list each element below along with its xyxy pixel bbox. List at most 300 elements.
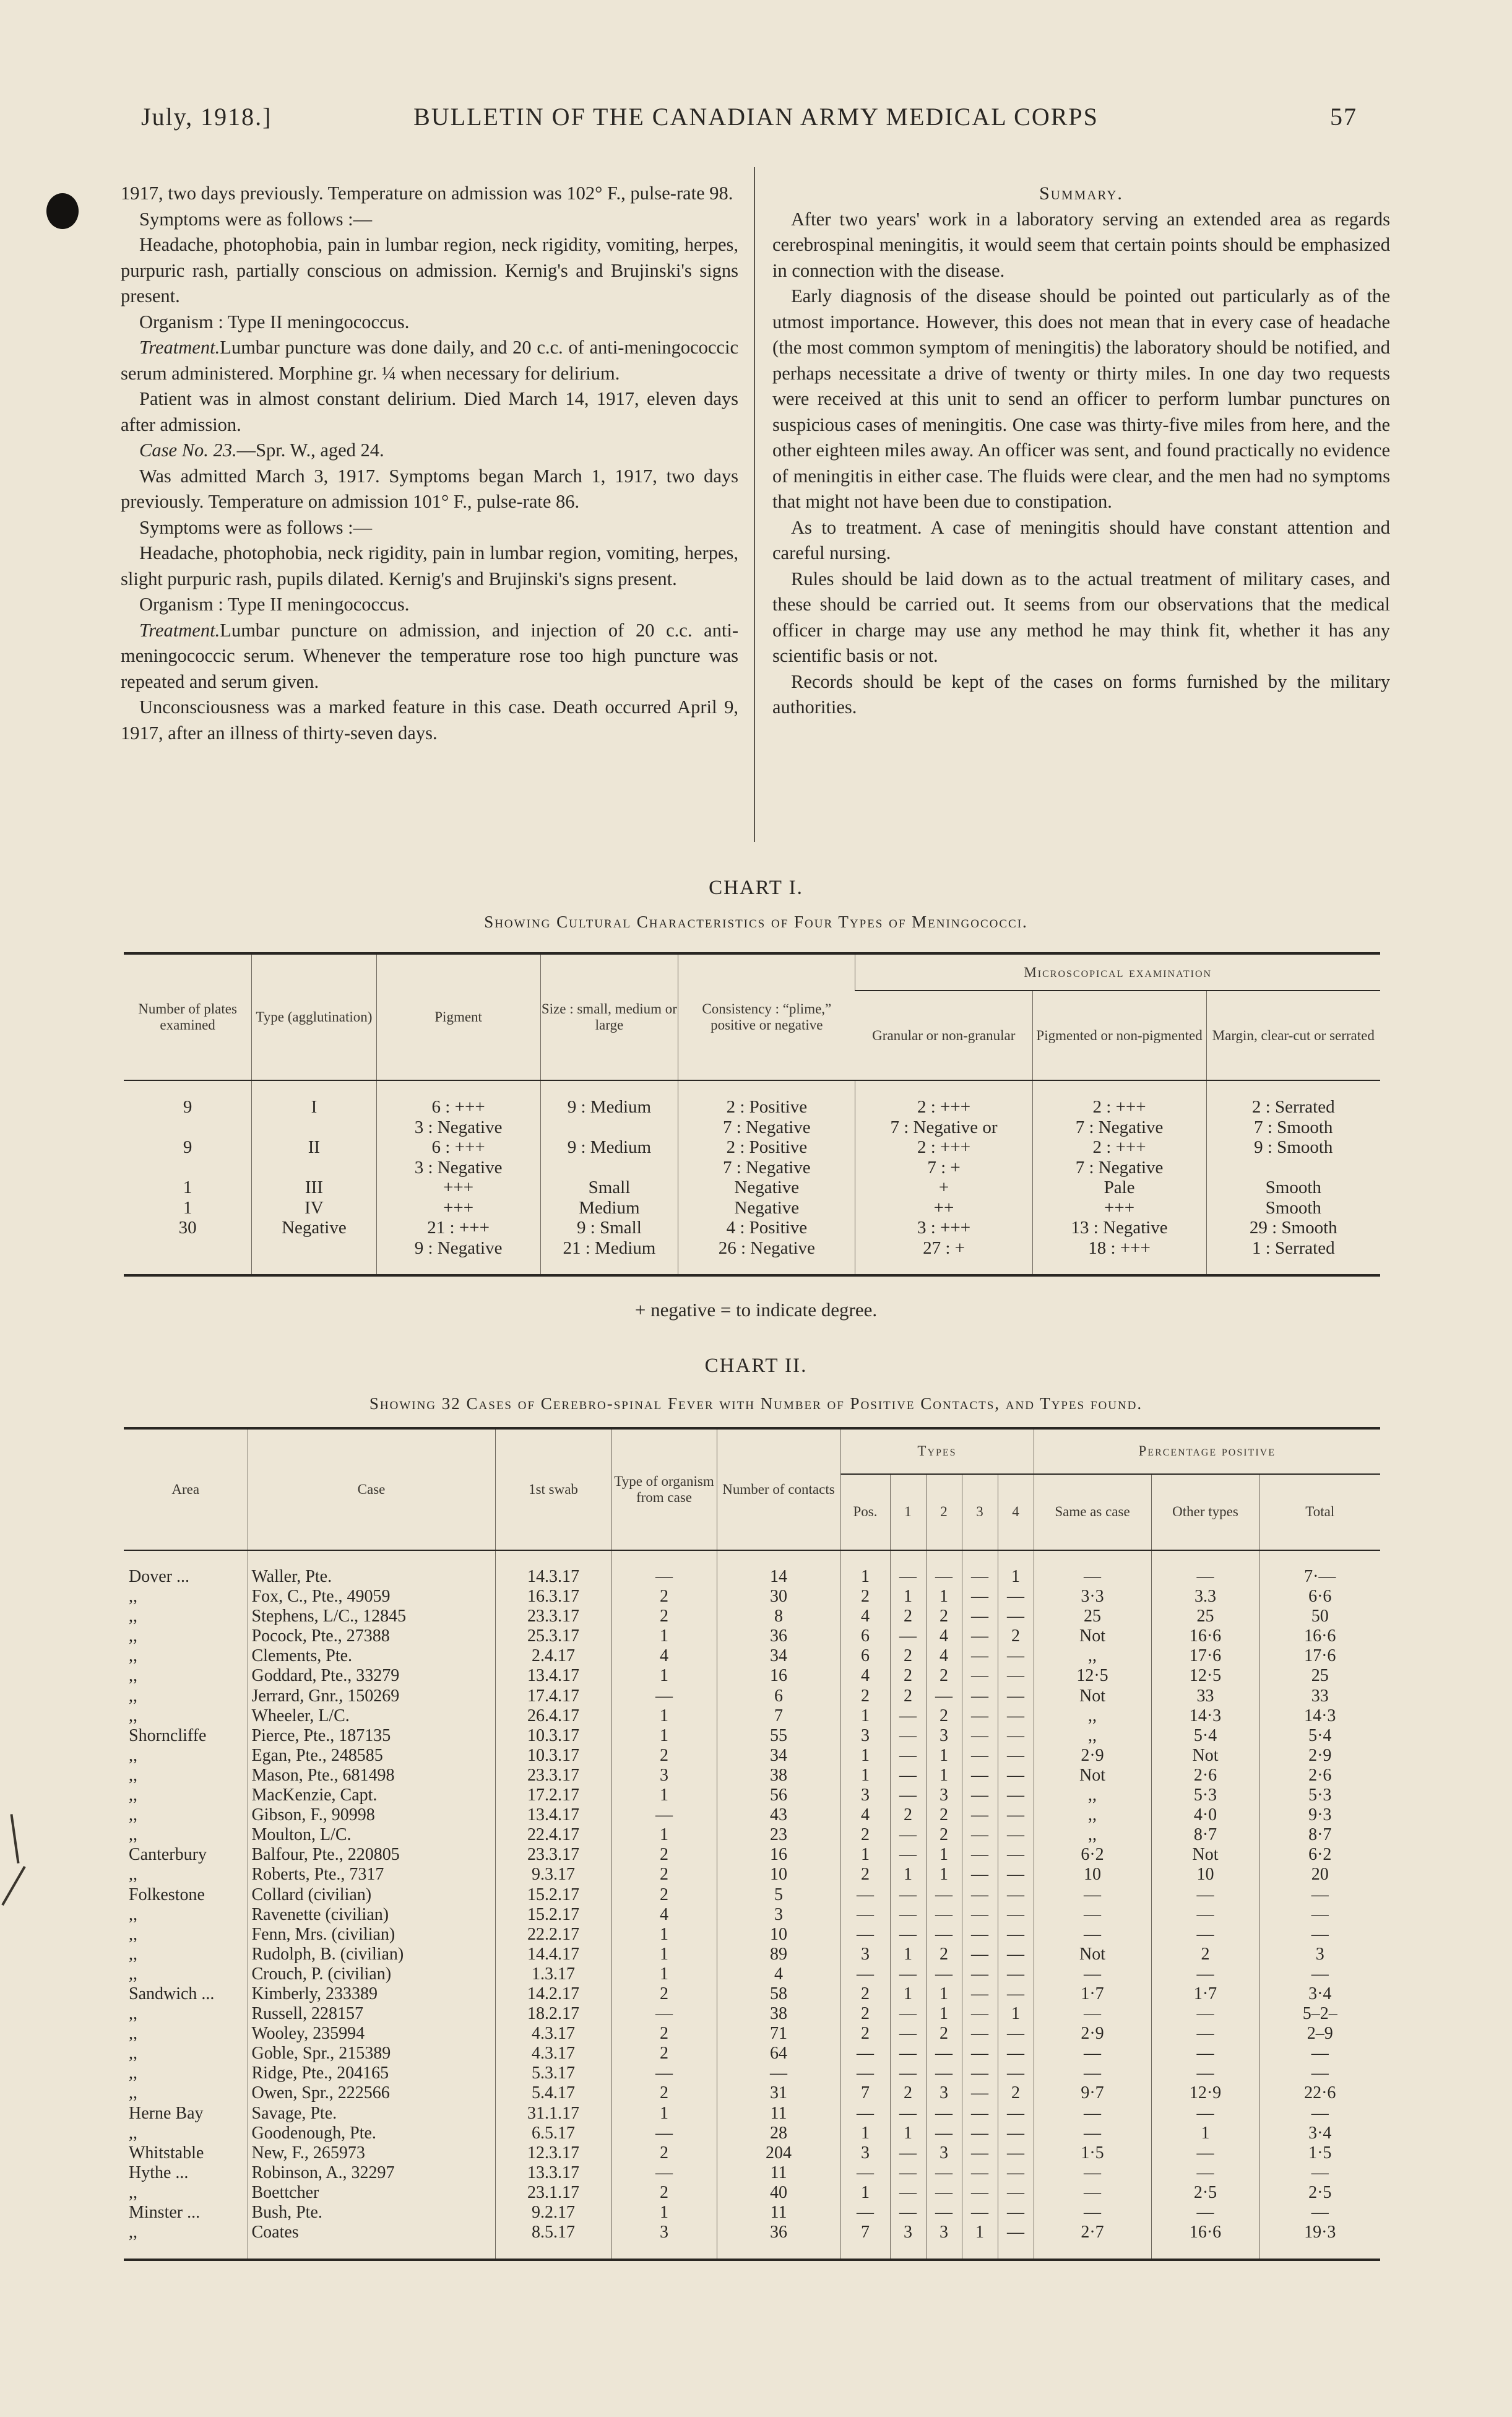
table-cell: Canterbury	[129, 1845, 207, 1865]
table-cell: Negative	[678, 1198, 855, 1218]
table-cell: 21 : Medium	[540, 1238, 678, 1259]
table-cell: 1	[890, 2124, 926, 2143]
table-cell: 1·7	[1034, 1984, 1151, 2004]
paragraph	[121, 335, 738, 386]
spacer-cell	[495, 1550, 611, 1567]
table-cell: 16	[717, 1666, 840, 1686]
table-cell: —	[890, 1766, 926, 1786]
table-cell: —	[1034, 2163, 1151, 2183]
table-cell: 1	[890, 1587, 926, 1607]
spacer-cell	[890, 2242, 926, 2260]
table-cell: 1	[840, 1766, 890, 1786]
table-row	[124, 1626, 1380, 1646]
table-cell: —	[962, 2143, 998, 2163]
spacer-cell	[124, 1080, 252, 1097]
table-cell: 21 : +++	[376, 1218, 540, 1238]
table-cell: 3	[611, 2223, 717, 2242]
table-cell: 7 : Negative	[678, 1158, 855, 1178]
spacer-cell	[124, 2242, 248, 2260]
paragraph-text: Lumbar puncture on admission, and injection of 20 c.c. anti-meningococcic serum. Whenever the temperature rose too high puncture was repeated and serum given.	[121, 619, 738, 692]
table-cell: 1 : Serrated	[1206, 1238, 1380, 1259]
spacer-cell	[926, 1550, 962, 1567]
table-cell: —	[962, 1587, 998, 1607]
table-cell: 19·3	[1259, 2223, 1380, 2242]
table-cell: 1	[611, 2203, 717, 2223]
table-cell: —	[890, 2143, 926, 2163]
table-cell: 4	[840, 1666, 890, 1686]
col-header: 2	[926, 1474, 962, 1550]
table-cell: 2 : +++	[855, 1137, 1032, 1158]
table-cell: +++	[1032, 1198, 1206, 1218]
table-cell: —	[890, 2044, 926, 2063]
table-cell: 2·5	[1259, 2183, 1380, 2203]
table-row	[124, 1825, 1380, 1845]
table-cell: 2	[926, 1825, 962, 1845]
table-cell: —	[962, 2083, 998, 2103]
table-cell: ,,	[129, 1904, 137, 1924]
table-cell: +	[855, 1178, 1032, 1198]
table-cell: —	[962, 1845, 998, 1865]
table-cell: 3 : Negative	[376, 1158, 540, 1178]
table-cell: 2	[890, 1607, 926, 1626]
table-cell: —	[1034, 1567, 1151, 1587]
table-cell: 4	[926, 1646, 962, 1666]
table-cell: —	[926, 1885, 962, 1905]
table-cell: 2	[926, 1805, 962, 1825]
table-cell: 3	[890, 2223, 926, 2242]
table-cell: —	[962, 2163, 998, 2183]
table-cell: 2	[890, 1666, 926, 1686]
table-cell: 1·7	[1151, 1984, 1259, 2004]
table-cell: 4	[840, 1805, 890, 1825]
table-cell: 8·7	[1151, 1825, 1259, 1845]
table-cell: 5.4.17	[495, 2083, 611, 2103]
table-cell: 8.5.17	[495, 2223, 611, 2242]
spacer-cell	[855, 1258, 1032, 1275]
table-cell: 89	[717, 1945, 840, 1964]
table-cell: 2	[611, 1984, 717, 2004]
chart1-title: CHART I.	[709, 877, 803, 899]
table-cell: 13.3.17	[495, 2163, 611, 2183]
table-cell: —	[840, 2063, 890, 2083]
table-cell: 31.1.17	[495, 2104, 611, 2124]
table-cell: —	[840, 1905, 890, 1925]
table-cell: —	[962, 1925, 998, 1945]
table-cell: 2	[611, 2083, 717, 2103]
table-cell: —	[890, 2063, 926, 2083]
table-cell: 5·3	[1259, 1786, 1380, 1805]
table-cell: 30	[717, 1587, 840, 1607]
table-cell: 1	[926, 1865, 962, 1885]
table-cell: 7 : Negative	[1032, 1158, 1206, 1178]
table-cell: —	[962, 1984, 998, 2004]
paragraph: Organism : Type II meningococcus.	[139, 311, 410, 332]
table-cell: 2·6	[1151, 1766, 1259, 1786]
table-cell: 2	[890, 2083, 926, 2103]
paragraph: Was admitted March 3, 1917. Symptoms began March 1, 1917, two days previously. Temperature on admission 101° F., pulse-rate 86.	[121, 465, 738, 512]
table-cell: —	[1034, 1925, 1151, 1945]
spacer-cell	[495, 2242, 611, 2260]
table-cell: 6·2	[1034, 1845, 1151, 1865]
table-cell: —	[998, 1984, 1034, 2004]
paragraph: Rules should be laid down as to the actual treatment of military cases, and these should be carried out. It seems from our observations that the medical officer in charge may use any method he may think fit, whether it has any scientific basis or not.	[772, 568, 1390, 666]
table-cell: 22·6	[1259, 2083, 1380, 2103]
table-cell: 2·9	[1034, 1746, 1151, 1766]
spacer-cell	[1034, 2242, 1151, 2260]
table-cell: 4.3.17	[495, 2024, 611, 2044]
table-cell: ,,	[129, 1666, 137, 1686]
header-date: July, 1918.]	[141, 103, 272, 131]
table-row	[124, 2203, 1380, 2223]
table-cell: Mason, Pte., 681498	[248, 1766, 495, 1786]
table-cell: 14	[717, 1567, 840, 1587]
table-cell: IV	[252, 1198, 376, 1218]
table-cell: —	[890, 1626, 926, 1646]
table-row	[124, 2044, 1380, 2063]
table-cell: 2	[926, 1945, 962, 1964]
table-cell: 3·3	[1034, 1587, 1151, 1607]
table-cell: 2	[611, 2044, 717, 2063]
table-row	[124, 2143, 1380, 2163]
table-cell: —	[1259, 2203, 1380, 2223]
table-cell: 36	[717, 2223, 840, 2242]
table-cell: —	[998, 2163, 1034, 2183]
table-cell: —	[890, 1885, 926, 1905]
table-cell: 14.4.17	[495, 1945, 611, 1964]
table-cell: —	[998, 1945, 1034, 1964]
table-cell: 2	[840, 1865, 890, 1885]
spacer-cell	[678, 1080, 855, 1097]
table-cell: 43	[717, 1805, 840, 1825]
table-cell: 9.2.17	[495, 2203, 611, 2223]
running-header	[0, 102, 1512, 139]
column-divider	[754, 167, 755, 842]
table-cell: 1	[962, 2223, 998, 2242]
table-cell: Balfour, Pte., 220805	[248, 1845, 495, 1865]
spacer-cell	[1151, 1550, 1259, 1567]
spacer-cell	[1032, 1080, 1206, 1097]
table-cell: Coates	[248, 2223, 495, 2242]
table-cell: 2–9	[1259, 2024, 1380, 2044]
table-cell: II	[252, 1137, 376, 1158]
table-cell: 7 : Negative or	[855, 1117, 1032, 1138]
table-cell: ,,	[1034, 1646, 1151, 1666]
spacer-row	[124, 1550, 1380, 1567]
table-cell: 2	[840, 2004, 890, 2024]
table-cell: 9·7	[1034, 2083, 1151, 2103]
table-cell: 6 : +++	[376, 1097, 540, 1117]
table-cell: Russell, 228157	[248, 2004, 495, 2024]
table-cell: 4	[717, 1964, 840, 1984]
table-cell: 4 : Positive	[678, 1218, 855, 1238]
chart1-subtitle: Showing Cultural Characteristics of Four Types of Meningococci.	[484, 913, 1028, 931]
table-cell: 50	[1259, 1607, 1380, 1626]
table-cell: 6	[840, 1626, 890, 1646]
table-cell: —	[890, 1746, 926, 1766]
col-header: Same as case	[1034, 1474, 1151, 1550]
table-cell: —	[962, 2004, 998, 2024]
table-row	[124, 1746, 1380, 1766]
table-cell	[252, 1238, 376, 1259]
table-cell: —	[840, 1885, 890, 1905]
table-cell: 2 : +++	[855, 1097, 1032, 1117]
table-cell: 2·7	[1034, 2223, 1151, 2242]
table-cell: —	[926, 2104, 962, 2124]
table-cell: —	[840, 2044, 890, 2063]
table-cell: Fox, C., Pte., 49059	[248, 1587, 495, 1607]
table-cell: 2	[998, 2083, 1034, 2103]
table-cell: 2	[611, 1885, 717, 1905]
table-cell: Not	[1151, 1746, 1259, 1766]
table-cell: —	[926, 1925, 962, 1945]
table-cell: —	[962, 2024, 998, 2044]
table-cell: 4	[926, 1626, 962, 1646]
table-cell: —	[611, 2063, 717, 2083]
spacer-cell	[962, 2242, 998, 2260]
group-header: Percentage positive	[1034, 1428, 1380, 1474]
margin-pencil-mark	[10, 1814, 19, 1864]
table-cell: 11	[717, 2203, 840, 2223]
table-row	[124, 2083, 1380, 2103]
table-cell: 4·0	[1151, 1805, 1259, 1825]
table-cell: Egan, Pte., 248585	[248, 1746, 495, 1766]
punch-hole-mark	[46, 193, 79, 229]
col-header: 1	[890, 1474, 926, 1550]
table-cell: —	[890, 1726, 926, 1746]
table-cell: —	[1259, 2163, 1380, 2183]
table-cell: 2 : Positive	[678, 1097, 855, 1117]
col-header: Case	[248, 1428, 495, 1550]
table-cell: 2	[926, 1706, 962, 1726]
col-header: 1st swab	[495, 1428, 611, 1550]
table-cell: 2	[890, 1805, 926, 1825]
table-cell: —	[998, 2143, 1034, 2163]
table-cell: 2	[840, 1686, 890, 1706]
table-cell: —	[890, 1786, 926, 1805]
table-cell: —	[890, 1825, 926, 1845]
spacer-cell	[840, 2242, 890, 2260]
table-cell: 1	[840, 1746, 890, 1766]
table-cell: 3	[717, 1905, 840, 1925]
chart1-row	[124, 1097, 1380, 1117]
table-cell: —	[1151, 1885, 1259, 1905]
table-cell: 2	[926, 1607, 962, 1626]
table-cell: —	[1034, 1905, 1151, 1925]
table-cell: ,,	[129, 2004, 137, 2024]
paragraph: Symptoms were as follows :—	[139, 208, 373, 230]
table-cell: 1	[611, 1626, 717, 1646]
col-header: Size : small, medium or large	[540, 953, 678, 1080]
table-cell: 16·6	[1259, 1626, 1380, 1646]
table-cell: ,,	[1034, 1805, 1151, 1825]
table-cell: —	[1151, 2044, 1259, 2063]
table-cell: —	[611, 2124, 717, 2143]
table-cell: —	[962, 1885, 998, 1905]
table-cell: Gibson, F., 90998	[248, 1805, 495, 1825]
table-cell: 1	[183, 1197, 192, 1218]
table-cell: 38	[717, 1766, 840, 1786]
table-cell: ,,	[129, 2083, 137, 2103]
table-row	[124, 1706, 1380, 1726]
margin-pencil-mark	[1, 1866, 25, 1906]
table-cell: ,,	[129, 1805, 137, 1825]
table-cell: —	[1034, 1964, 1151, 1984]
table-cell: 5·3	[1151, 1786, 1259, 1805]
table-row	[124, 2163, 1380, 2183]
table-cell: —	[1151, 2203, 1259, 2223]
table-cell: 17·6	[1151, 1646, 1259, 1666]
table-cell: —	[1259, 2104, 1380, 2124]
table-cell: —	[611, 2163, 717, 2183]
table-cell: 3	[840, 1786, 890, 1805]
table-cell: 23.1.17	[495, 2183, 611, 2203]
spacer-row	[124, 1258, 1380, 1275]
table-cell: ,,	[1034, 1786, 1151, 1805]
table-cell: 1	[890, 1984, 926, 2004]
table-cell: —	[890, 2004, 926, 2024]
table-cell: 10	[1034, 1865, 1151, 1885]
table-cell: Minster ...	[129, 2203, 201, 2222]
spacer-cell	[248, 1550, 495, 1567]
table-cell: —	[840, 2163, 890, 2183]
table-row	[124, 1905, 1380, 1925]
table-cell: 7 : +	[855, 1158, 1032, 1178]
table-cell: 23	[717, 1825, 840, 1845]
table-cell: +++	[376, 1198, 540, 1218]
spacer-cell	[124, 1550, 248, 1567]
table-cell: —	[998, 1905, 1034, 1925]
table-cell: 2	[840, 1984, 890, 2004]
table-cell: 55	[717, 1726, 840, 1746]
col-header: Consistency : “plime,” positive or negative	[678, 953, 855, 1080]
table-cell: 1	[611, 1666, 717, 1686]
table-cell: —	[840, 2104, 890, 2124]
table-cell: —	[611, 1686, 717, 1706]
table-cell: 11	[717, 2163, 840, 2183]
table-cell: —	[962, 1726, 998, 1746]
table-cell: ,,	[1034, 1726, 1151, 1746]
table-cell: ,,	[129, 1626, 137, 1646]
table-cell: —	[890, 1567, 926, 1587]
table-cell: Jerrard, Gnr., 150269	[248, 1686, 495, 1706]
chart1-table	[124, 952, 1380, 1277]
table-cell: —	[1034, 2104, 1151, 2124]
table-cell: 40	[717, 2183, 840, 2203]
table-cell: —	[998, 1805, 1034, 1825]
chart1-row	[124, 1238, 1380, 1259]
table-cell: 1	[890, 1865, 926, 1885]
table-cell: —	[998, 1786, 1034, 1805]
right-column	[772, 181, 1390, 721]
table-cell	[252, 1117, 376, 1138]
table-cell: 3	[926, 1726, 962, 1746]
table-cell: Not	[1034, 1766, 1151, 1786]
table-cell: 6·2	[1259, 1845, 1380, 1865]
chart1-row	[124, 1218, 1380, 1238]
spacer-row	[124, 2242, 1380, 2260]
table-cell: 3	[840, 1945, 890, 1964]
spacer-cell	[998, 2242, 1034, 2260]
table-cell: 7	[717, 1706, 840, 1726]
table-cell: 3	[840, 1726, 890, 1746]
chart1-row	[124, 1117, 1380, 1138]
table-cell: 3·4	[1259, 2124, 1380, 2143]
table-cell: —	[611, 2004, 717, 2024]
table-cell: 1	[926, 1587, 962, 1607]
col-header: 4	[998, 1474, 1034, 1550]
table-cell: —	[962, 1686, 998, 1706]
paragraph: After two years' work in a laboratory serving an extended area as regards cerebrospinal meningitis, it would seem that certain points should be emphasized in connection with the disease.	[772, 208, 1390, 281]
table-cell: —	[1151, 2143, 1259, 2163]
table-cell: —	[998, 1865, 1034, 1885]
table-cell: 5–2–	[1259, 2004, 1380, 2024]
table-cell: Boettcher	[248, 2183, 495, 2203]
col-header: Pigmented or non-pigmented	[1032, 991, 1206, 1080]
table-cell: 56	[717, 1786, 840, 1805]
table-cell: 23.3.17	[495, 1766, 611, 1786]
table-cell: 1	[840, 1845, 890, 1865]
table-cell: MacKenzie, Capt.	[248, 1786, 495, 1805]
table-cell: 2·9	[1259, 1746, 1380, 1766]
table-cell: Ravenette (civilian)	[248, 1905, 495, 1925]
table-cell: 7	[840, 2083, 890, 2103]
table-cell: —	[1151, 2063, 1259, 2083]
table-cell: ,,	[129, 2024, 137, 2044]
table-cell: 36	[717, 1626, 840, 1646]
col-header: Area	[124, 1428, 248, 1550]
table-cell: 1	[611, 1706, 717, 1726]
table-cell: 8	[717, 1607, 840, 1626]
table-cell: 2	[840, 2024, 890, 2044]
table-cell: 13 : Negative	[1032, 1218, 1206, 1238]
table-cell: 1·5	[1259, 2143, 1380, 2163]
table-cell: —	[998, 1607, 1034, 1626]
table-cell: 1	[890, 1945, 926, 1964]
table-cell: —	[962, 1607, 998, 1626]
spacer-cell	[252, 1080, 376, 1097]
table-cell: 58	[717, 1984, 840, 2004]
table-cell: 2 : Positive	[678, 1137, 855, 1158]
table-cell: Pierce, Pte., 187135	[248, 1726, 495, 1746]
table-cell: —	[998, 1885, 1034, 1905]
table-cell: —	[611, 1805, 717, 1825]
table-cell: —	[998, 1766, 1034, 1786]
table-cell: 34	[717, 1646, 840, 1666]
paragraph: Headache, photophobia, neck rigidity, pain in lumbar region, vomiting, herpes, slight purpuric rash, pupils dilated. Kernig's and Brujinski's signs present.	[121, 542, 738, 589]
table-cell: 33	[1151, 1686, 1259, 1706]
table-cell: +++	[376, 1178, 540, 1198]
table-cell: —	[998, 1925, 1034, 1945]
table-cell: Roberts, Pte., 7317	[248, 1865, 495, 1885]
paragraph: Patient was in almost constant delirium. Died March 14, 1917, eleven days after admission.	[121, 388, 738, 435]
table-cell: 26.4.17	[495, 1706, 611, 1726]
table-cell: Crouch, P. (civilian)	[248, 1964, 495, 1984]
table-cell: 3	[926, 1786, 962, 1805]
col-header: 3	[962, 1474, 998, 1550]
table-cell: 10	[717, 1865, 840, 1885]
table-cell: 3	[926, 2083, 962, 2103]
spacer-cell	[1206, 1258, 1380, 1275]
spacer-cell	[890, 1550, 926, 1567]
chart1-row	[124, 1198, 1380, 1218]
paragraph	[121, 618, 738, 695]
table-cell: 3	[840, 2143, 890, 2163]
table-cell: 33	[1259, 1686, 1380, 1706]
table-cell: —	[998, 1845, 1034, 1865]
spacer-cell	[1259, 1550, 1380, 1567]
table-cell: Kimberly, 233389	[248, 1984, 495, 2004]
table-cell: 1.3.17	[495, 1964, 611, 1984]
